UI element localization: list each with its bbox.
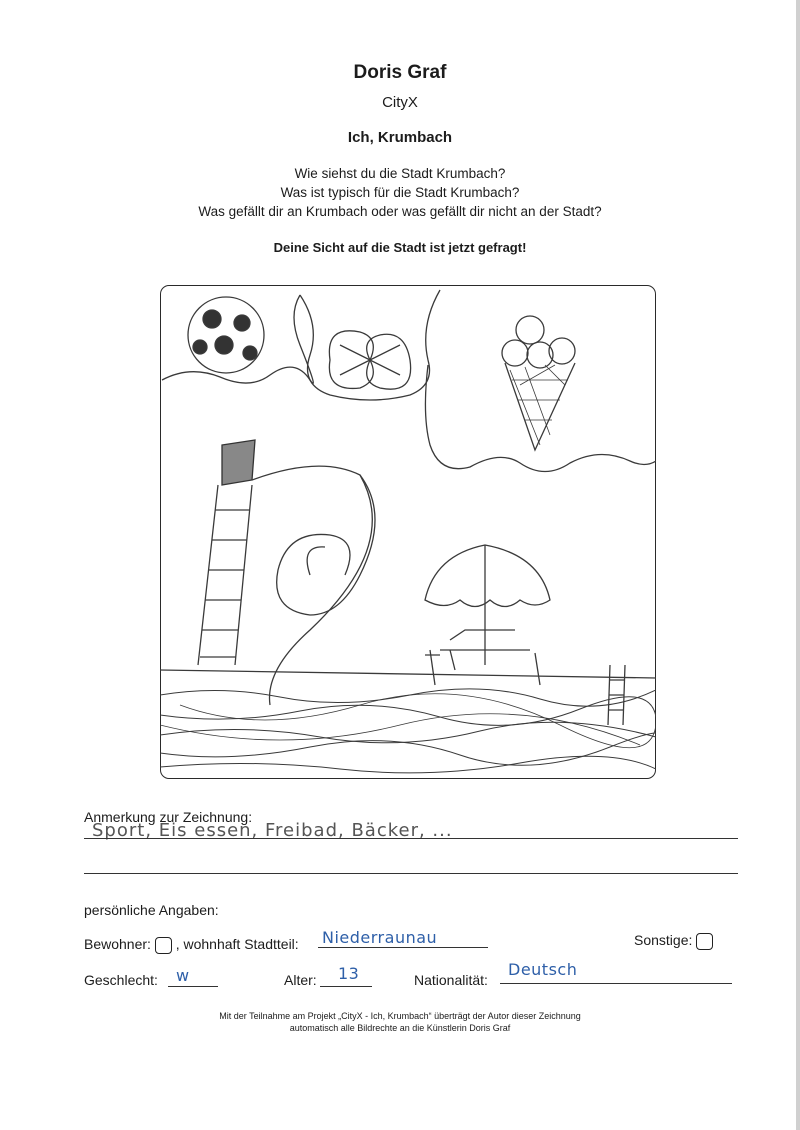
pool-ladder-icon <box>608 665 625 725</box>
district-value[interactable]: Niederraunau <box>322 928 438 947</box>
age-line <box>320 986 372 987</box>
cloud-border-right <box>425 365 656 472</box>
call-to-action: Deine Sicht auf die Stadt ist jetzt gefragt! <box>273 240 527 255</box>
water-slide-icon <box>198 440 375 705</box>
personal-section-label: persönliche Angaben: <box>84 902 219 918</box>
resident-label: Bewohner: <box>84 936 151 952</box>
resident-checkbox[interactable] <box>155 937 172 954</box>
cloud-border-left <box>162 295 313 383</box>
gender-label: Geschlecht: <box>84 972 158 988</box>
question-1: Wie siehst du die Stadt Krumbach? <box>294 166 506 181</box>
remark-label: Anmerkung zur Zeichnung: <box>84 809 253 825</box>
question-3: Was gefällt dir an Krumbach oder was gefällt dir nicht an der Stadt? <box>198 204 602 219</box>
district-label: , wohnhaft Stadtteil: <box>175 936 299 952</box>
resident-row <box>84 936 299 954</box>
cloud-border-middle <box>300 290 440 400</box>
gender-value[interactable]: w <box>176 966 190 985</box>
author-name: Doris Graf <box>353 62 447 83</box>
footer-line-1: Mit der Teilnahme am Projekt „CityX - Ich, Krumbach“ überträgt der Autor dieser Zeichnung <box>219 1011 581 1021</box>
pretzel-icon <box>329 331 410 389</box>
question-2: Was ist typisch für die Stadt Krumbach? <box>280 185 520 200</box>
project-name: CityX <box>382 94 418 111</box>
nationality-value[interactable]: Deutsch <box>508 960 578 979</box>
age-value[interactable]: 13 <box>338 964 360 983</box>
district-line <box>318 947 488 948</box>
nationality-label: Nationalität: <box>414 972 488 988</box>
gender-line <box>168 986 218 987</box>
soccer-ball-icon <box>188 297 264 373</box>
project-subtitle: Ich, Krumbach <box>347 129 453 146</box>
ice-cream-icon <box>502 316 575 450</box>
remark-line-2 <box>84 873 738 874</box>
age-label: Alter: <box>284 972 317 988</box>
swimming-pool-waves <box>160 670 656 773</box>
other-checkbox[interactable] <box>696 933 713 950</box>
other-row <box>634 932 713 950</box>
remark-line-1 <box>84 838 738 839</box>
child-drawing <box>160 285 656 779</box>
parasol-icon <box>425 545 550 685</box>
other-label: Sonstige: <box>634 932 693 948</box>
nationality-line <box>500 983 732 984</box>
remark-value[interactable]: Sport, Eis essen, Freibad, Bäcker, ... <box>92 820 453 841</box>
footer-line-2: automatisch alle Bildrechte an die Künstlerin Doris Graf <box>289 1023 511 1033</box>
